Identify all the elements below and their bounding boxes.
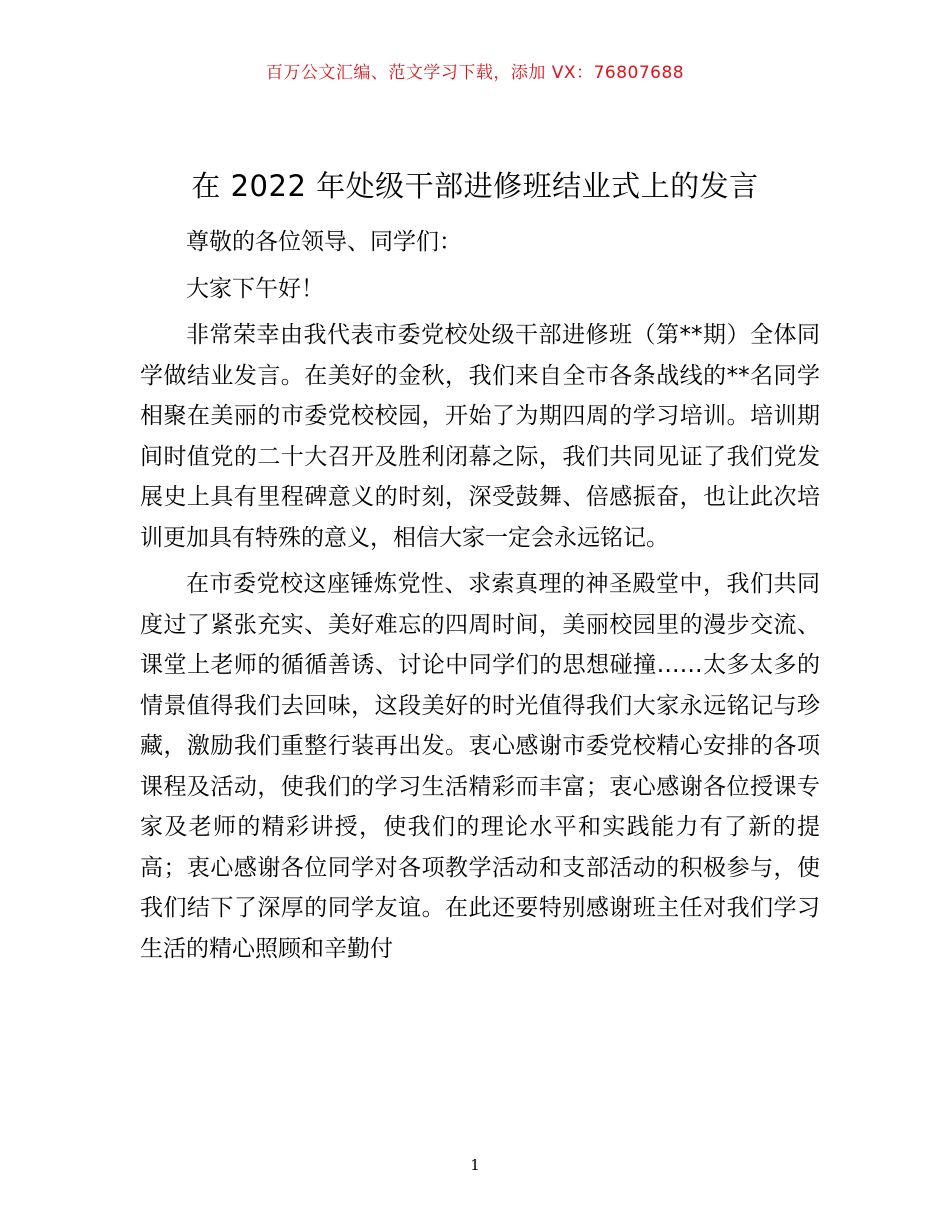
paragraph-1: 非常荣幸由我代表市委党校处级干部进修班（第**期）全体同学做结业发言。在美好的金秋，我们来自全市各条战线的**名同学相聚在美丽的市委党校校园，开始了为期四周的学习培训。培训期间时值党的二十大召开及胜利闭幕之际，我们共同见证了我们党发展史上具有里程碑意义的时刻，深受鼓舞、倍感振奋，也让此次培训更加具有特殊的意义，相信大家一定会永远铭记。 xyxy=(140,322,820,551)
paragraph-2: 在市委党校这座锤炼党性、求索真理的神圣殿堂中，我们共同度过了紧张充实、美好难忘的四周时间，美丽校园里的漫步交流、课堂上老师的循循善诱、讨论中同学们的思想碰撞……太多太多的情景值得我们去回味，这段美好的时光值得我们大家永远铭记与珍藏，激励我们重整行装再出发。衷心感谢市委党校精心安排的各项课程及活动，使我们的学习生活精彩而丰富；衷心感谢各位授课专家及老师的精彩讲授，使我们的理论水平和实践能力有了新的提高；衷心感谢各位同学对各项教学活动和支部活动的积极参与，使我们结下了深厚的同学友谊。在此还要特别感谢班主任对我们学习生活的精心照顾和辛勤付 xyxy=(140,571,820,962)
document-title: 在 2022 年处级干部进修班结业式上的发言 xyxy=(191,169,759,203)
watermark-header: 百万公文汇编、范文学习下载，添加 VX：76807688 xyxy=(265,63,685,83)
page-number: 1 xyxy=(470,1156,480,1174)
greeting: 大家下午好！ xyxy=(186,275,324,302)
document-body xyxy=(140,222,820,969)
salutation: 尊敬的各位领导、同学们： xyxy=(186,229,462,255)
